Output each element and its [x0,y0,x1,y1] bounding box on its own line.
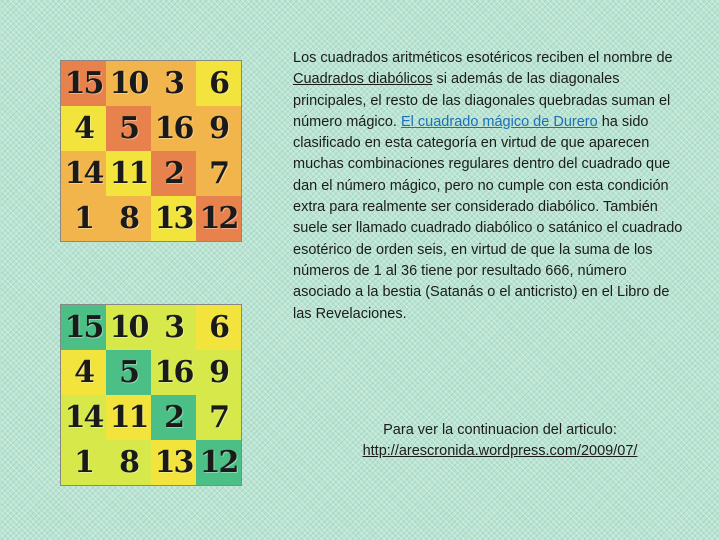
square-cell: 4 [61,350,106,395]
square-cell: 5 [106,350,151,395]
text-part-3: ha sido clasificado en esta categoría en virtud de que aparecen muchas combinaciones regulares dentro del cuadrado que dan el número mágico, pero no cumple con esta condición extra para realmente ser considerado diabólico. También suele ser llamado cuadrado diabólico o satánico el cuadrado esotérico de orden seis, en virtud de que la suma de los números de 1 al 36 tiene por resultado 666, número asociado a la bestia (Satanás o el anticristo) en el Libro de las Revelaciones. [293,113,683,322]
square-cell: 7 [196,151,241,196]
square-cell: 15 [61,305,106,350]
square-cell: 2 [151,151,196,196]
square-cell: 8 [106,196,151,241]
square-cell: 13 [151,196,196,241]
square-cell: 11 [106,151,151,196]
term-cuadrados-diabolicos: Cuadrados diabólicos [293,71,433,88]
square-cell: 16 [151,350,196,395]
article-text [293,48,688,325]
square-cell: 4 [61,106,106,151]
magic-square-green [60,304,242,486]
square-cell: 1 [61,196,106,241]
square-cell: 6 [196,305,241,350]
continuation-label: Para ver la continuacion del articulo: [383,422,617,438]
square-cell: 1 [61,440,106,485]
square-cell: 9 [196,106,241,151]
text-part-2: si además de las diagonales principales, el resto de las diagonales quebradas suman el número mágico. [293,71,671,130]
square-cell: 3 [151,61,196,106]
square-cell: 9 [196,350,241,395]
text-part-1: Los cuadrados aritméticos esotéricos reciben el nombre de [293,50,673,66]
link-durero[interactable]: El cuadrado mágico de Durero [401,113,598,130]
square-cell: 5 [106,106,151,151]
square-cell: 2 [151,395,196,440]
square-cell: 10 [106,61,151,106]
square-cell: 14 [61,151,106,196]
square-cell: 13 [151,440,196,485]
magic-square-orange [60,60,242,242]
square-cell: 3 [151,305,196,350]
square-cell: 12 [196,440,241,485]
square-cell: 7 [196,395,241,440]
square-cell: 14 [61,395,106,440]
square-cell: 10 [106,305,151,350]
square-cell: 8 [106,440,151,485]
square-cell: 15 [61,61,106,106]
continuation-link[interactable]: http://arescronida.wordpress.com/2009/07/ [362,443,638,459]
square-cell: 6 [196,61,241,106]
square-cell: 12 [196,196,241,241]
continuation-block [300,420,700,462]
square-cell: 11 [106,395,151,440]
square-cell: 16 [151,106,196,151]
